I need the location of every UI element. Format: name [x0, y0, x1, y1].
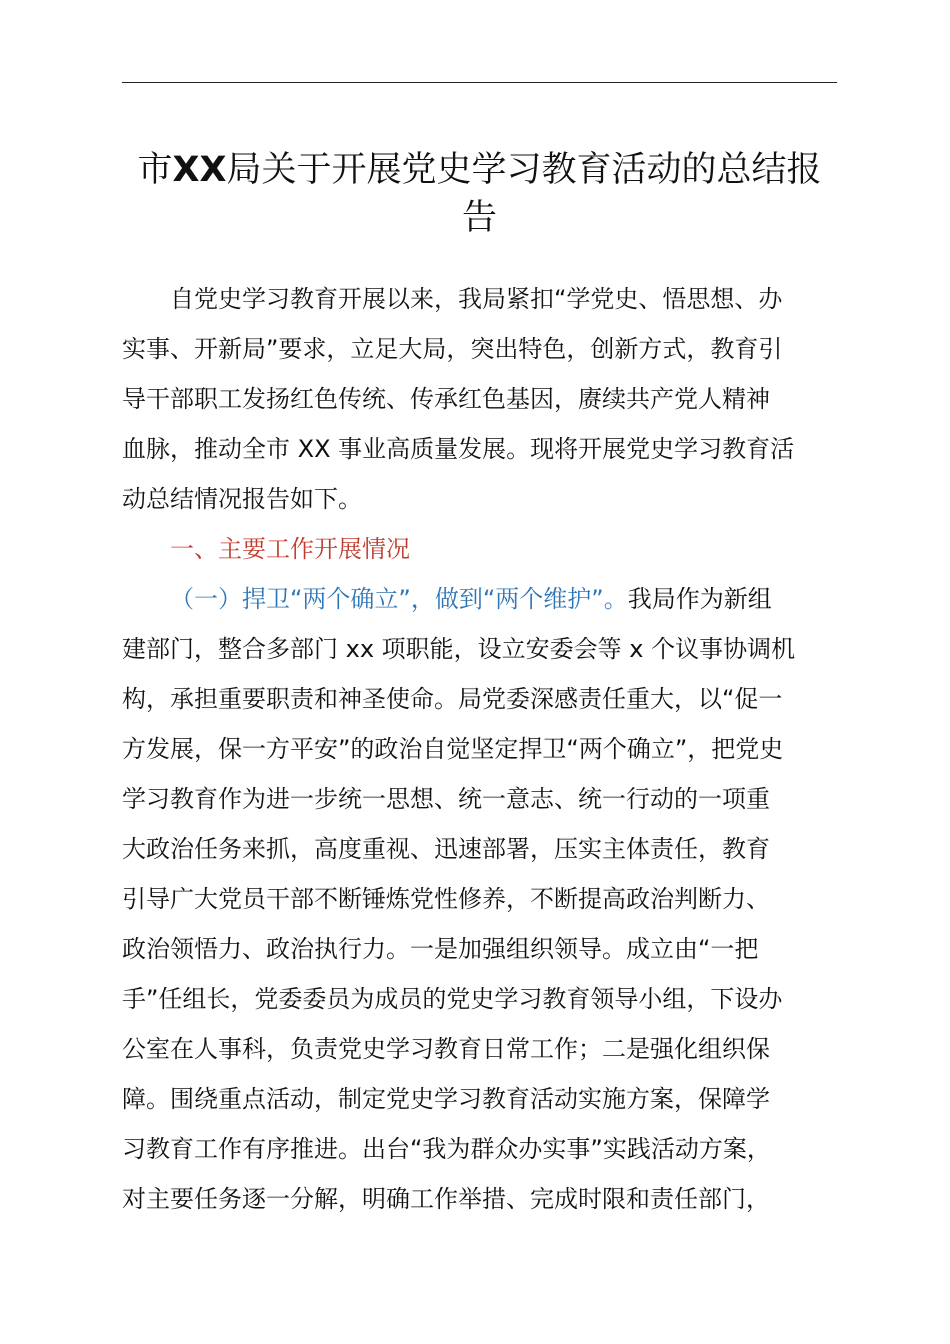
document-title — [122, 146, 837, 242]
section-heading: 一、主要工作开展情况 — [170, 535, 410, 563]
intro-line: 自党史学习教育开展以来，我局紧扣“学党史、悟思想、办 — [170, 285, 783, 313]
title-main: 局关于开展党史学习教育活动的总结报 — [226, 150, 822, 190]
body-line: 障。围绕重点活动，制定党史学习教育活动实施方案，保障学 — [122, 1085, 770, 1113]
intro-line: 血脉，推动全市 XX 事业高质量发展。现将开展党史学习教育活 — [122, 435, 795, 463]
subsection-text: 我局作为新组 — [627, 585, 772, 613]
body-line: 建部门，整合多部门 xx 项职能，设立安委会等 x 个议事协调机 — [122, 635, 796, 663]
body-line: 大政治任务来抓，高度重视、迅速部署，压实主体责任，教育 — [122, 835, 770, 863]
subsection-heading: （一）捍卫“两个确立”，做到“两个维护”。 — [170, 585, 628, 613]
subsection-first-line — [122, 583, 837, 615]
body-line: 构，承担重要职责和神圣使命。局党委深感责任重大，以“促一 — [122, 685, 783, 713]
body-line: 学习教育作为进一步统一思想、统一意志、统一行动的一项重 — [122, 785, 770, 813]
body-line: 引导广大党员干部不断锤炼党性修养，不断提高政治判断力、 — [122, 885, 770, 913]
body-line: 公室在人事科，负责党史学习教育日常工作；二是强化组织保 — [122, 1035, 770, 1063]
body-line: 政治领悟力、政治执行力。一是加强组织领导。成立由“一把 — [122, 935, 759, 963]
intro-line: 动总结情况报告如下。 — [122, 485, 362, 513]
intro-line: 导干部职工发扬红色传统、传承红色基因，赓续共产党人精神 — [122, 385, 770, 413]
title-xx: XX — [172, 150, 227, 190]
intro-line: 实事、开新局”要求，立足大局，突出特色，创新方式，教育引 — [122, 335, 783, 363]
header-rule — [122, 82, 837, 83]
body-line: 方发展，保一方平安”的政治自觉坚定捍卫“两个确立”，把党史 — [122, 735, 784, 763]
body-line: 习教育工作有序推进。出台“我为群众办实事”实践活动方案， — [122, 1135, 771, 1163]
body-line: 对主要任务逐一分解，明确工作举措、完成时限和责任部门， — [122, 1185, 770, 1213]
body-line: 手”任组长，党委委员为成员的党史学习教育领导小组，下设办 — [122, 985, 783, 1013]
title-prefix: 市 — [137, 150, 173, 190]
title-line-2: 告 — [461, 198, 497, 238]
title-line-1 — [122, 146, 837, 194]
